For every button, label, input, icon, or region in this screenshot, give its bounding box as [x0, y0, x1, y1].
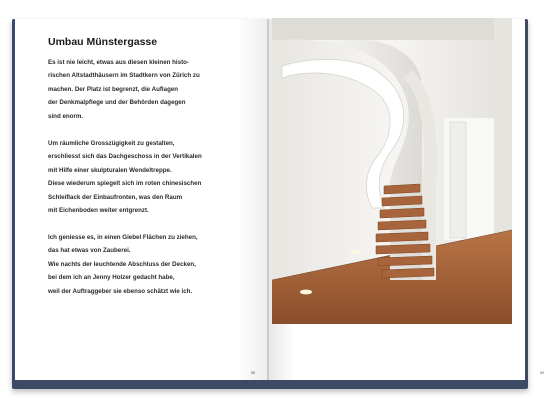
text-line: mit Hilfe einer skulpturalen Wendeltreppe.	[48, 166, 172, 174]
text-line: weil der Auftraggeber sie ebenso schätzt wie ich.	[48, 287, 193, 295]
door-frame	[450, 122, 466, 238]
text-line: Schleiflack der Einbaufronten, was den Raum	[48, 193, 183, 201]
text-line: machen. Der Platz ist begrenzt, die Auflagen	[48, 85, 179, 93]
text-line: Ich geniesse es, in einen Giebel Flächen zu ziehen,	[48, 234, 198, 241]
paragraph-1	[48, 56, 200, 123]
text-line: Es ist nie leicht, etwas aus diesen kleinen histo-	[48, 59, 189, 66]
left-page	[15, 19, 268, 380]
floor-light	[351, 250, 361, 254]
paragraph-3	[48, 231, 198, 298]
text-line: bei dem ich an Jenny Holzer gedacht habe,	[48, 274, 175, 282]
text-line: Wie nachts der leuchtende Abschluss der Decken,	[48, 260, 196, 268]
text-line: Diese wiederum spiegelt sich im roten chinesischen	[48, 180, 202, 188]
text-line: der Denkmalpflege und der Behörden dagegen	[48, 99, 186, 107]
floor-light	[300, 290, 312, 295]
text-line: erschliesst sich das Dachgeschoss in der Vertikalen	[48, 153, 202, 161]
text-line: das hat etwas von Zauberei.	[48, 247, 131, 255]
text-line: sind enorm.	[48, 112, 84, 120]
text-line: Um räumliche Grosszügigkeit zu gestalten,	[48, 140, 175, 147]
page-title: Umbau Münstergasse	[48, 36, 158, 48]
page-number-right: 59	[540, 371, 544, 375]
text-line: rischen Altstadthäusern im Stadtkern von Zürich zu	[48, 72, 200, 80]
page-number-left: 58	[251, 371, 255, 375]
paragraph-2	[48, 137, 202, 217]
staircase-photo	[272, 18, 512, 324]
text-line: mit Eichenboden weiter entgrenzt.	[48, 207, 149, 215]
ceiling	[272, 18, 512, 40]
